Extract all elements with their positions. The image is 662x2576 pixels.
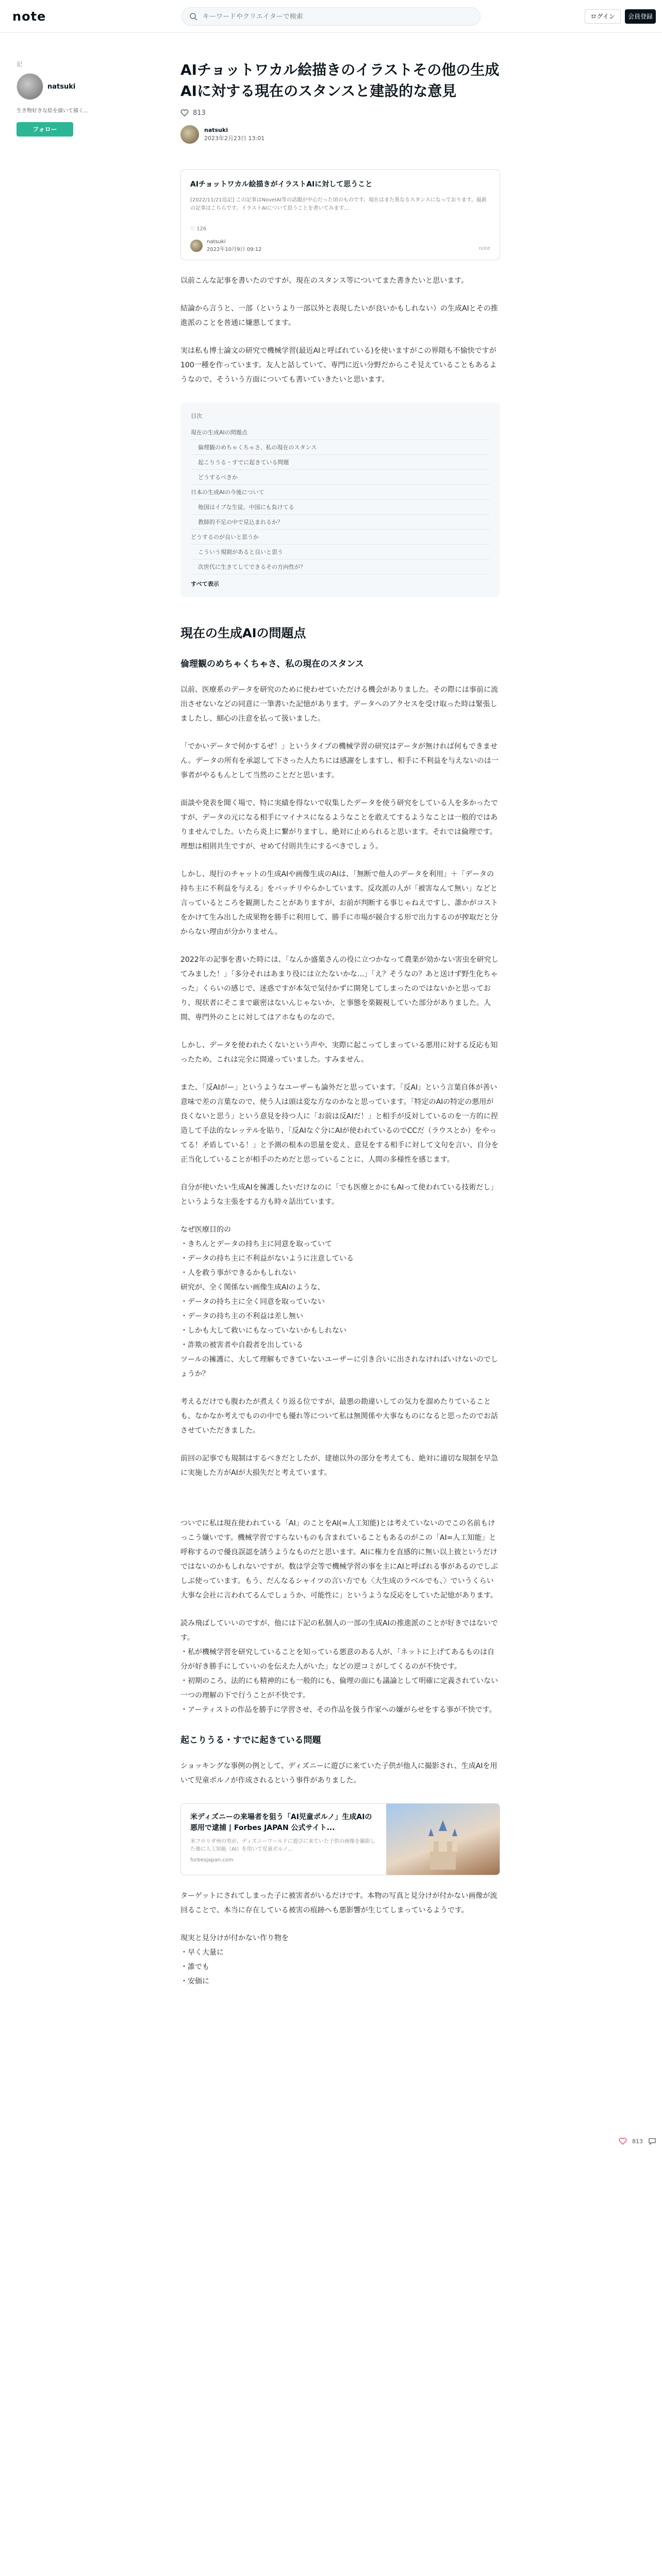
heart-icon[interactable] <box>180 109 189 117</box>
list-item: ・初期のころ、法的にも精神的にも一般的にも、倫理の面にも議論として明確に定義されていない一つの理解の下で行うことが不快です。 <box>180 1677 498 1700</box>
toc-item[interactable]: 現在の生成AIの問題点 <box>191 425 490 440</box>
floating-actions <box>619 2137 662 2145</box>
list-item: ・安価に <box>180 1977 209 1986</box>
body-paragraph: 以前こんな記事を書いたのですが、現在のスタンス等についてまた書きたいと思います。 <box>180 277 469 285</box>
body-paragraph: 「でかいデータで何かするぜ！」というタイプの機械学習の研究はデータが無ければ何もできません。データの所有を承認して下さった人たちには感謝をしますし、相手に不利益を与えないのは一事者がやるもんとして当然のことだと思います。 <box>180 742 499 780</box>
embed-brand: note <box>478 246 490 252</box>
search-box[interactable] <box>181 7 481 26</box>
embed-date: 2022年10月9日 09:12 <box>207 247 262 253</box>
toc-item[interactable]: 倫理観のめちゃくちゃさ、私の現在のスタンス <box>191 440 490 455</box>
creator-sidebar <box>16 60 99 137</box>
author-name[interactable]: natsuki <box>204 126 228 133</box>
body-paragraph: 以前、医療系のデータを研究のために使わせていただける機会がありました。その際には事前に流出させないなどの同意に一筆書いた記憶があります。データへのアクセスを受け取った時は緊張しましたし、細心の注意を払って扱いました。 <box>180 686 498 723</box>
top-header <box>0 0 662 33</box>
body-paragraph: 現実と見分けが付かない作り物を <box>180 1934 289 1943</box>
table-of-contents <box>180 402 500 597</box>
author-avatar[interactable] <box>180 125 199 144</box>
list-item: ・詐欺の被害者や自殺者を出している <box>180 1341 303 1350</box>
list-item: ・アーティストの作品を勝手に学習させ、その作品を扱う作家への嫌がらせをする事が不快です。 <box>180 1706 496 1715</box>
external-link-card[interactable] <box>180 1803 500 1875</box>
floating-heart-icon[interactable] <box>619 2137 627 2145</box>
body-paragraph: ショッキングな事例の例として、ディズニーに遊びに来ていた子供が他人に撮影され、生成AIを用いて児童ポルノが作成されるという事件がありました。 <box>180 1762 498 1785</box>
toc-show-all[interactable]: すべて表示 <box>191 581 219 588</box>
link-card-url: forbesjapan.com <box>190 1857 234 1863</box>
likes-count: 813 <box>193 109 206 117</box>
body-paragraph: 面談や発表を聞く場で、特に実績を得ないで収集したデータを使う研究をしている人を多かったですが、データの元になる相手にマイナスになるようなことを敢えてするようなことは一般的ではありませんでした。いたら炎上に繋がりますし、絶対に止められると思います。それでは倫理です。理想は相則共生ですが、せめて付則共生にするべきでしょう。 <box>180 799 498 851</box>
body-paragraph: しかし、データを使われたくないという声や、実際に起こってしまっている悪用に対する反応も知ったため、これは完全に間違っていました。すみません。 <box>180 1041 498 1064</box>
toc-item[interactable]: 他国はイブな生徒、中国にも負けてる <box>191 500 490 515</box>
embed-heart-icon: ♡ <box>190 226 197 232</box>
creator-avatar[interactable] <box>16 73 43 100</box>
castle-icon <box>422 1818 464 1870</box>
link-card-thumbnail[interactable] <box>386 1804 500 1875</box>
toc-item[interactable]: 日本の生成AIの今後について <box>191 485 490 500</box>
link-card-description: 米フロリダ州の男が、ディズニーワールドに遊びに来ていた子供の画像を撮影した後に人工知能（AI）を用いて児童ポルノ... <box>190 1839 375 1853</box>
article-title: AIチョットワカル絵描きのイラストその他の生成AIに対する現在のスタンスと建設的な意見 <box>180 61 500 99</box>
link-card-title[interactable]: 米ディズニーの来場者を狙う「AI児童ポルノ」生成AIの悪用で逮捕 | Forbes JAPAN 公式サイト... <box>190 1813 372 1833</box>
sidebar-label: 記 <box>16 61 22 67</box>
toc-item[interactable]: 教師的不足の中で見込まれるか？ <box>191 515 490 530</box>
body-paragraph: 自分が使いたい生成AIを擁護したいだけなのに「でも医療とかにもAIって使われている技術だし」というような主張をする方も時々話出ています。 <box>180 1183 498 1207</box>
search-input[interactable] <box>203 8 471 25</box>
body-paragraph: ターゲットにされてしまった子に被害者がいるだけです。本物の写真と見分けが付かない画像が流回ることで、本当に存在している被害の痕跡へも悪影響が生じてしまっているようです。 <box>180 1892 498 1915</box>
bullet-list <box>180 1295 500 1352</box>
embed-footer <box>190 239 490 252</box>
note-logo[interactable]: note <box>12 9 46 24</box>
section-heading: 現在の生成AIの問題点 <box>180 626 306 641</box>
toc-item[interactable]: こういう規制があると良いと思う <box>191 545 490 560</box>
body-paragraph: 実は私も博士論文の研究で機械学習(最近AIと呼ばれている)を使いますがこの界隈も不愉快ですが100一種を作っています。友人と話していて、専門に近い分野だからこそ見えていることもあるようなので、そういう方面についても書いていきたいと思います。 <box>180 347 497 384</box>
toc-item[interactable]: 起こりうる・すでに起きている問題 <box>191 455 490 470</box>
author-row <box>180 125 500 144</box>
body-paragraph: 結論から言うと、一部（というより一部以外と表現したいが良いかもしれない）の生成AIとその推進派のことを普通に嫌悪してます。 <box>180 304 498 328</box>
body-paragraph: ついでに私は現在使われている「AI」のことをAI(=人工知能)とは考えていないのでこの名前もけっこう嫌いです。機械学習ですらないものも含まれていることもあるのがこの「AI=人工知能」と呼称するので優良誤認を誘うようなものだと思います。AIに権力を直感的に無い以上彼というだけではないのかもしれないですが。数は学会等で機械学習の事を主にAIと呼ばれる事があるのでしぶしぶ使っています。もう、だんなるシャイツの言い方でも〈大生成のラベルでも、〉でいうくらい大事な会社に言われてるんでしょうか、可能性に」というような反応をしていた記憶があります。 <box>180 1519 498 1600</box>
toc-heading[interactable]: 目次 <box>191 413 202 420</box>
search-icon <box>189 12 197 21</box>
embed-author-avatar <box>190 240 203 252</box>
list-item: ・きちんとデータの持ち主に同意を取っていて <box>180 1240 332 1249</box>
embed-author: natsuki <box>207 239 226 245</box>
embedded-article-card[interactable] <box>180 170 500 260</box>
toc-item[interactable]: どうするべきか <box>191 470 490 485</box>
list-item: ・データの持ち主の不利益は差し無い <box>180 1312 303 1321</box>
toc-item[interactable]: 次世代に生きてしてできるその方向性が？ <box>191 560 490 574</box>
comment-icon[interactable] <box>648 2137 656 2145</box>
list-item: ・人を救う事ができるかもしれない <box>180 1269 296 1278</box>
list-item: ・私が機械学習を研究していることを知っている悪意のある人が、「ネットに上げてあるものは自分が好き勝手にしていいのを伝えた人がいた」などの逆コミがしてくるのが不快です。 <box>180 1648 494 1671</box>
signup-button[interactable]: 会員登録 <box>625 9 656 24</box>
subsection-heading: 倫理観のめちゃくちゃさ、私の現在のスタンス <box>180 659 364 670</box>
body-paragraph: 2022年の記事を書いた時には、「なんか盛葉さんの役に立つかなって農業が効かない害虫を研究してみました！」「多分それはあまり役には立たないかな...」「え？そうなの？あと送けず野生化ちゃった」くらいの感じで、迷惑ですが本気で気付かずに開発してしまったのではないかと思っており、現状者にそこまで厳密はないんじゃないか、と事態を楽観視していた部分がありました。人間、専門外のことに対してはアホなものなので。 <box>180 956 499 1022</box>
body-paragraph: 前回の記事でも規制はするべきだとしたが、建徳以外の部分を考えても、絶対に適切な規制を早急に実施した方がAIが大損失だと考えています。 <box>180 1454 498 1478</box>
publish-date: 2023年2月23日 13:01 <box>204 135 265 142</box>
body-paragraph: なぜ医療目的の <box>180 1226 231 1234</box>
subsection-heading: 起こりうる・すでに起きている問題 <box>180 1735 321 1746</box>
body-paragraph: 研究が、全く関係ない画像生成AIのような、 <box>180 1283 325 1292</box>
login-button[interactable]: ログイン <box>585 9 621 24</box>
floating-likes-count: 813 <box>632 2138 643 2145</box>
list-item: ・誰でも <box>180 1963 209 1972</box>
toc-item[interactable]: どうするのが良いと思うか <box>191 530 490 545</box>
embed-title[interactable]: AIチョットワカル絵描きがイラストAIに対して思うこと <box>190 180 373 189</box>
bullet-list <box>180 1945 500 1989</box>
article-likes[interactable] <box>180 109 500 117</box>
list-item: ・データの持ち主に不利益がないように注意している <box>180 1255 354 1263</box>
list-item: ・データの持ち主に全く同意を取っていない <box>180 1298 325 1307</box>
bullet-list <box>180 1645 500 1717</box>
body-paragraph: また、「反AIがー」というようなユーザーも論外だと思っています。「反AI」という言葉自体が善い意味で差の言葉なので、使う人は頭は変な方なのかなと思っています。「特定のAIの特定の悪用が良くないと思う」という意見を持つ人に「お前は反AIだ！」と相手が反対しているのを一方的に捏造して手法的なレッテルを貼り、「反AIなぐ分にAIが使われているのでCCだ（ラウスとか）をやってる！矛盾している！」と予測の根本の思量を変え、意見をする相手に対して文句を言い、自分を正当化していることが相手のためだと思っていることに、人間の多様性を感じます。 <box>180 1083 499 1164</box>
list-item: ・早く大量に <box>180 1948 224 1957</box>
follow-button[interactable]: フォロー <box>16 122 73 137</box>
embed-description: [2022/11/21追記] この記事はNovelAI等の話題が中心だった頃のものです。現在はまた異なるスタンスになっております。最新の記事はこちらです。イラストAIについて思うことを書いてみます... <box>190 197 487 212</box>
body-paragraph: 読み飛ばしていいのですが、他には下記の私個人の一部の生成AIの推進派のことが好きではないです。 <box>180 1619 498 1642</box>
sidebar-creator[interactable] <box>16 73 99 100</box>
list-item: ・しかも大して救いにもなっていないかもしれない <box>180 1327 346 1335</box>
body-paragraph: ツールの擁護に、大して理解もできていないユーザーに引き合いに出されなければいけないのでしょうか？ <box>180 1355 498 1379</box>
embed-likes-count: 126 <box>196 226 207 232</box>
bullet-list <box>180 1237 500 1280</box>
article-main <box>180 60 500 1989</box>
body-paragraph: 考えるだけでも腹わたが煮えくり返る位ですが、最悪の勘違いしての気力を溜めたりていることも、なかなか考えでものの中でも優れ等について私は無関係や大事なものになると思ったのでお話させていただきました。 <box>180 1398 498 1435</box>
creator-bio: 生き物好きな絵を描いて描く... <box>16 108 89 114</box>
creator-name[interactable]: natsuki <box>47 82 76 91</box>
body-paragraph: しかし、現行のチャットの生成AIや画像生成のAIは、「無断で他人のデータを利用」＋「データの持ち主に不利益を与える」をバッチリやらかしています。反攻派の人が「被害なんて無い」などと言っているところを観測したことがありますが、お前が判断する事じゃねえですし、誰かがコストをかけて生み出した成果物を勝手に利用して、勝手に市場が競合する形で出力するのが搾取だと分からない理由が分かりません。 <box>180 870 498 937</box>
embed-likes <box>190 226 490 232</box>
